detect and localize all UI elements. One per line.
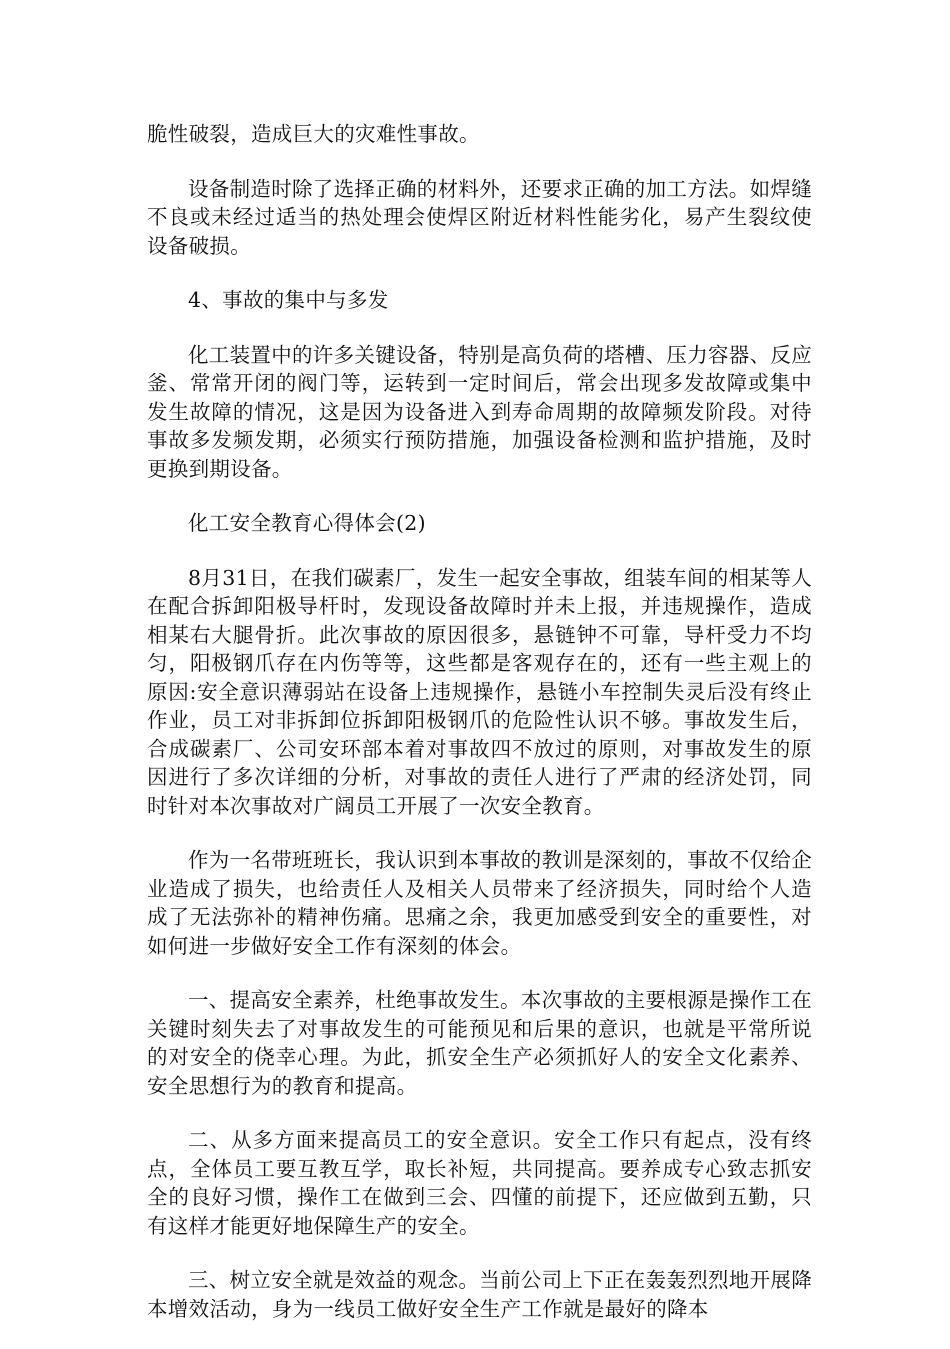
paragraph-lesson: 作为一名带班班长，我认识到本事故的教训是深刻的，事故不仅给企业造成了损失，也给责任人及相关人员带来了经济损失，同时给个人造成了无法弥补的精神伤痛。思痛之余，我更加感受到安全的重要性，对如何进一步做好安全工作有深刻的体会。 xyxy=(147,848,812,958)
document-page xyxy=(147,120,812,1349)
paragraph-key-equipment: 化工装置中的许多关键设备，特别是高负荷的塔槽、压力容器、反应釜、常常开闭的阀门等，运转到一定时间后，常会出现多发故障或集中发生故障的情况，这是因为设备进入到寿命周期的故障频发阶段。对待事故多发频发期，必须实行预防措施，加强设备检测和监护措施，及时更换到期设备。 xyxy=(147,342,812,481)
section-title-essay-2: 化工安全教育心得体会(2) xyxy=(188,511,426,535)
paragraph-point-two: 二、从多方面来提高员工的安全意识。安全工作只有起点，没有终点，全体员工要互教互学，取长补短，共同提高。要养成专心致志抓安全的良好习惯，操作工在做到三会、四懂的前提下，还应做到五勤，只有这样才能更好地保障生产的安全。 xyxy=(147,1128,812,1238)
paragraph-manufacturing: 设备制造时除了选择正确的材料外，还要求正确的加工方法。如焊缝不良或未经过适当的热处理会使焊区附近材料性能劣化，易产生裂纹使设备破损。 xyxy=(147,176,812,258)
section-heading-accidents: 4、事故的集中与多发 xyxy=(188,288,389,312)
paragraph-continued: 脆性破裂，造成巨大的灾难性事故。 xyxy=(147,122,480,146)
paragraph-point-three: 三、树立安全就是效益的观念。当前公司上下正在轰轰烈烈地开展降本增效活动，身为一线员工做好安全生产工作就是最好的降本 xyxy=(147,1268,812,1321)
paragraph-point-one: 一、提高安全素养，杜绝事故发生。本次事故的主要根源是操作工在关键时刻失去了对事故发生的可能预见和后果的意识，也就是平常所说的对安全的侥幸心理。为此，抓安全生产必须抓好人的安全文化素养、安全思想行为的教育和提高。 xyxy=(147,988,812,1098)
paragraph-incident: 8月31日，在我们碳素厂，发生一起安全事故，组装车间的相某等人在配合拆卸阳极导杆时，发现设备故障时并未上报，并违规操作，造成相某右大腿骨折。此次事故的原因很多，悬链钟不可靠，导杆受力不均匀，阳极钢爪存在内伤等等，这些都是客观存在的，还有一些主观上的原因:安全意识薄弱站在设备上违规操作，悬链小车控制失灵后没有终止作业，员工对非拆卸位拆卸阳极钢爪的危险性认识不够。事故发生后，合成碳素厂、公司安环部本着对事故四不放过的原则，对事故发生的原因进行了多次详细的分析，对事故的责任人进行了严肃的经济处罚，同时针对本次事故对广阔员工开展了一次安全教育。 xyxy=(147,565,812,818)
